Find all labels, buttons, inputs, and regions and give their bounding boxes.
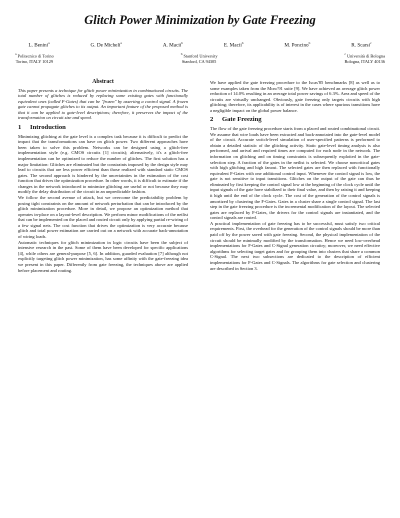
body-paragraph: We have applied the gate freezing procedure to the Iscas'85 benchmarks [8] as well as to some examples taken from the Mcnc'91 suite [9]. We have achieved an average glitch power reduction of 14.0% resulting in an average total power savings of 6.3%. Area and speed of the circuits are virtually unchanged. Obviously, gate freezing only targets circuits with high glitching; therefore, its applicability is of interest in the cases where spurious transitions have a negligible impact on the global power balance.: [210, 80, 380, 113]
author: G. De Micheli$^a$: [90, 41, 122, 49]
section-heading-introduction: 1 Introduction: [18, 124, 66, 132]
affiliation: $^b$ Stanford University Stanford, CA 94305: [180, 52, 218, 65]
abstract-text: This paper presents a technique for glitch power minimization in combinational circuits. The total number of glitches is reduced by replacing some existing gates with functionally equivalent ones (called F-Gates) that can be "frozen" by asserting a control signal. A frozen gate cannot propagate glitches to its output. An important feature of the proposed method is that it can be applied to gate-level descriptions; therefore, it preserves the impact of the transformation on circuit size and speed.: [18, 87, 188, 121]
author: E. Macii$^b$: [223, 41, 244, 49]
body-paragraph: We follow the second avenue of attack, but we overcome the predictability problem by posing tight constraints on the amount of network perturbation that can be introduced by the glitch minimization procedure. More in detail, we propose an optimization method that operates in-place on a layout-level description. We perform minor modifications of the netlist that can be implemented on the placed and routed circuit only by applying partial re-wiring of a few signal nets. The cost function that drives the optimization is very accurate because glitch and total power estimation are carried out on a network with accurate back-annotation of wiring loads.: [18, 194, 188, 240]
right-column: [210, 80, 380, 271]
paper-title: Glitch Power Minimization by Gate Freezing: [84, 13, 316, 27]
body-paragraph: The flow of the gate freezing procedure starts from a placed and routed combinational circuit. We assume that wire loads have been extracted and back-annotated into the gate-level model of the circuit. Accurate switch-level simulation of user-specified patterns is performed to obtain a detailed statistic of the glitching activity. Static gate-level timing analysis is also performed, and arrival and required times are computed for each node in the network. The information on glitching and on timing constraints is subsequently exploited in the gate-selection step. A fraction of the gates in the netlist is selected. We choose noncritical gates with high glitching and high fanout. The selected gates are then replaced with functionally equivalent F-Gates with one additional control input. Whenever the control signal is low, the gate is not sensitive to input transitions. Glitches on the output of the gate can thus be eliminated by first keeping the control signal low at the beginning of the clock cycle until the input signals of the gate have stabilized to their final value, and then by raising it and keeping it high until the end of the clock cycle. The cost of the generation of the control signals is amortized by clustering the F-Gates. Gates in a cluster share a single control signal. The last step in the gate freezing procedure is the incremental modification of the layout. The selected gates are replaced by F-Gates, the drivers for the control signals are instantiated, and the control signals are routed.: [210, 126, 380, 221]
author-list: [8, 41, 392, 49]
body-paragraph: Automatic techniques for glitch minimization in logic circuits have been the subject of intensive research in the past. Some of them have been developed for specific applications [4], while others are general-purpose [5, 6]. In addition, guarded evaluation [7] although not explicitly targeting glitch power minimization, has some affinity with the gate-freezing idea we present in this paper. Differently from gate freezing, the techniques above are applied before placement and routing.: [18, 239, 188, 273]
body-paragraph: A practical implementation of gate freezing has to be successful, must satisfy two critical requirements. First, the overhead for the generation of the control signals should be more than paid off by the power saved with gate freezing. Second, the physical implementation of the circuit should be minimally modified by the transformation. Hence we need low-overhead implementations for F-Gates and C-Signal generation circuitry; moreover, we need effective algorithms for selecting target gates and for grouping them into clusters that share a common C-Signal. The next two subsections are dedicated to the description of efficient implementations for F-Gates and C-Signals. The algorithms for gate selection and clustering are described in Section 3.: [210, 220, 380, 271]
affiliation-list: [15, 51, 385, 65]
affiliation: $^a$ Politecnico di Torino Torino, ITALY 10129: [15, 52, 54, 65]
author: R. Scarsi$^c$: [351, 41, 372, 49]
section-heading-gate-freezing: 2 Gate Freezing: [210, 116, 262, 124]
affiliation: $^c$ Università di Bologna Bologna, ITALY 40136: [344, 52, 385, 65]
author: L. Benini$^a$: [28, 41, 50, 49]
author: M. Poncino$^b$: [284, 41, 311, 49]
author: A. Macii$^b$: [162, 41, 183, 49]
abstract-heading: Abstract: [92, 79, 114, 85]
left-column: [18, 80, 188, 273]
body-paragraph: Minimizing glitching at the gate level is a complex task because it is difficult to predict the impact that the transformations can have on glitch power. Two different approaches have been taken to solve this problem. Networks can be designed using a glitch-free implementation style (e.g. CMOS circuits [1] circuits); alternatively, it's a glitch-free implementation can be optimized to reduce the number of glitches. The first solution has a major limitation: Glitches are eliminated but the constraints imposed by the design style may lead to circuits that are less power efficient than those realized with standard static CMOS gates. The second approach is hindered by the uncertainties in the estimation of the cost function that drives the optimization procedure. In other words, it is difficult to estimate if the changes in the network introduced to minimize glitching are useful or not because they may modify the delay distribution of the circuit in an unpredictable fashion.: [18, 133, 188, 195]
